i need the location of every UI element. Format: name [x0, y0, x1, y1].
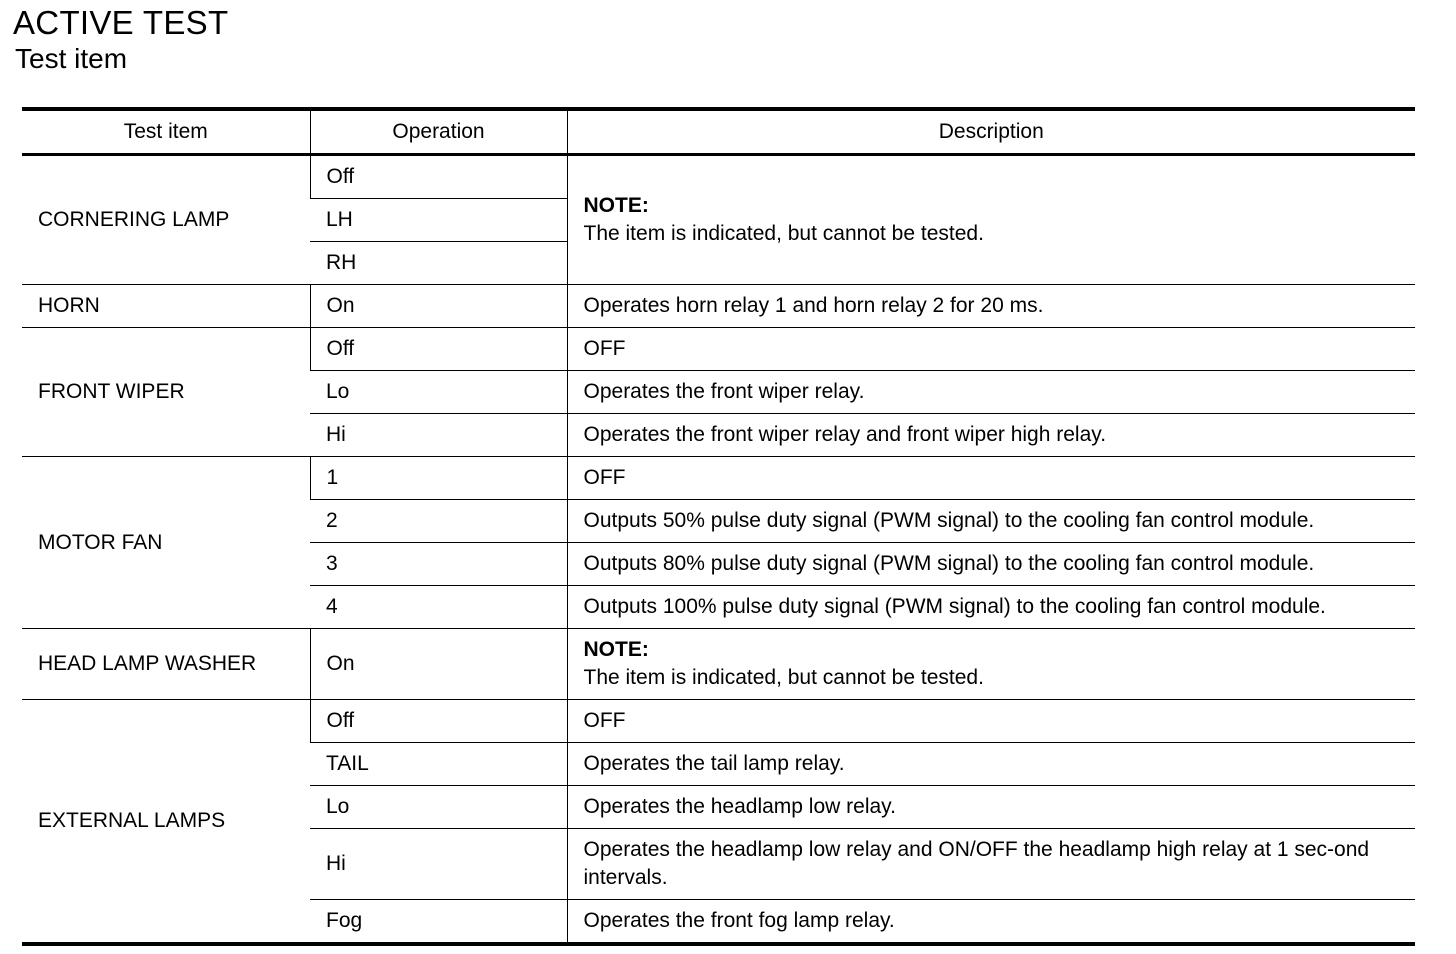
operation-cell: 3 — [310, 543, 567, 586]
note-label: NOTE: — [583, 194, 649, 217]
description-cell — [567, 155, 1415, 285]
description-cell: OFF — [567, 328, 1415, 371]
table-row — [22, 629, 1415, 700]
operation-cell: Lo — [310, 371, 567, 414]
operation-cell: Off — [310, 328, 567, 371]
operation-cell: 4 — [310, 586, 567, 629]
operation-cell: 1 — [310, 457, 567, 500]
description-cell — [567, 629, 1415, 700]
description-cell: OFF — [567, 457, 1415, 500]
table-row — [22, 700, 1415, 743]
operation-cell: On — [310, 629, 567, 700]
operation-cell: RH — [310, 242, 567, 285]
description-cell: Operates the front wiper relay and front wiper high relay. — [567, 414, 1415, 457]
table-header-row — [22, 109, 1415, 155]
description-cell: Outputs 100% pulse duty signal (PWM signal) to the cooling fan control module. — [567, 586, 1415, 629]
description-cell: Operates the tail lamp relay. — [567, 743, 1415, 786]
operation-cell: Lo — [310, 786, 567, 829]
table-row — [22, 328, 1415, 371]
test-item-cell: CORNERING LAMP — [38, 208, 230, 231]
description-cell: Operates the front wiper relay. — [567, 371, 1415, 414]
header-description: Description — [567, 109, 1415, 155]
note-label: NOTE: — [583, 638, 649, 661]
test-item-cell: MOTOR FAN — [22, 457, 310, 629]
note-text: The item is indicated, but cannot be tested. — [583, 222, 984, 245]
description-cell: Operates the headlamp low relay. — [567, 786, 1415, 829]
operation-cell: Hi — [310, 414, 567, 457]
description-cell: Operates horn relay 1 and horn relay 2 for 20 ms. — [567, 285, 1415, 328]
test-item-cell: HEAD LAMP WASHER — [22, 629, 310, 700]
header-operation: Operation — [310, 109, 567, 155]
page-title: ACTIVE TEST — [13, 4, 229, 41]
note-text: The item is indicated, but cannot be tested. — [583, 666, 984, 689]
description-cell: OFF — [567, 700, 1415, 743]
operation-cell: TAIL — [310, 743, 567, 786]
operation-cell: Hi — [310, 829, 567, 900]
operation-cell: Off — [310, 700, 567, 743]
section-subtitle: Test item — [15, 43, 128, 74]
table-row — [22, 457, 1415, 500]
operation-cell: 2 — [310, 500, 567, 543]
description-cell: Operates the front fog lamp relay. — [567, 900, 1415, 945]
description-cell: Outputs 50% pulse duty signal (PWM signal) to the cooling fan control module. — [567, 500, 1415, 543]
header-test-item: Test item — [22, 109, 310, 155]
active-test-table — [22, 107, 1415, 946]
table-row — [22, 155, 1415, 199]
table-row — [22, 285, 1415, 328]
description-cell: Operates the headlamp low relay and ON/OFF the headlamp high relay at 1 sec-ond intervals. — [567, 829, 1415, 900]
description-cell: Outputs 80% pulse duty signal (PWM signal) to the cooling fan control module. — [567, 543, 1415, 586]
test-item-cell: HORN — [22, 285, 310, 328]
test-item-cell: FRONT WIPER — [22, 328, 310, 457]
operation-cell: Fog — [310, 900, 567, 945]
operation-cell: LH — [310, 199, 567, 242]
test-item-cell: EXTERNAL LAMPS — [22, 700, 310, 945]
operation-cell: Off — [310, 155, 567, 199]
operation-cell: On — [310, 285, 567, 328]
